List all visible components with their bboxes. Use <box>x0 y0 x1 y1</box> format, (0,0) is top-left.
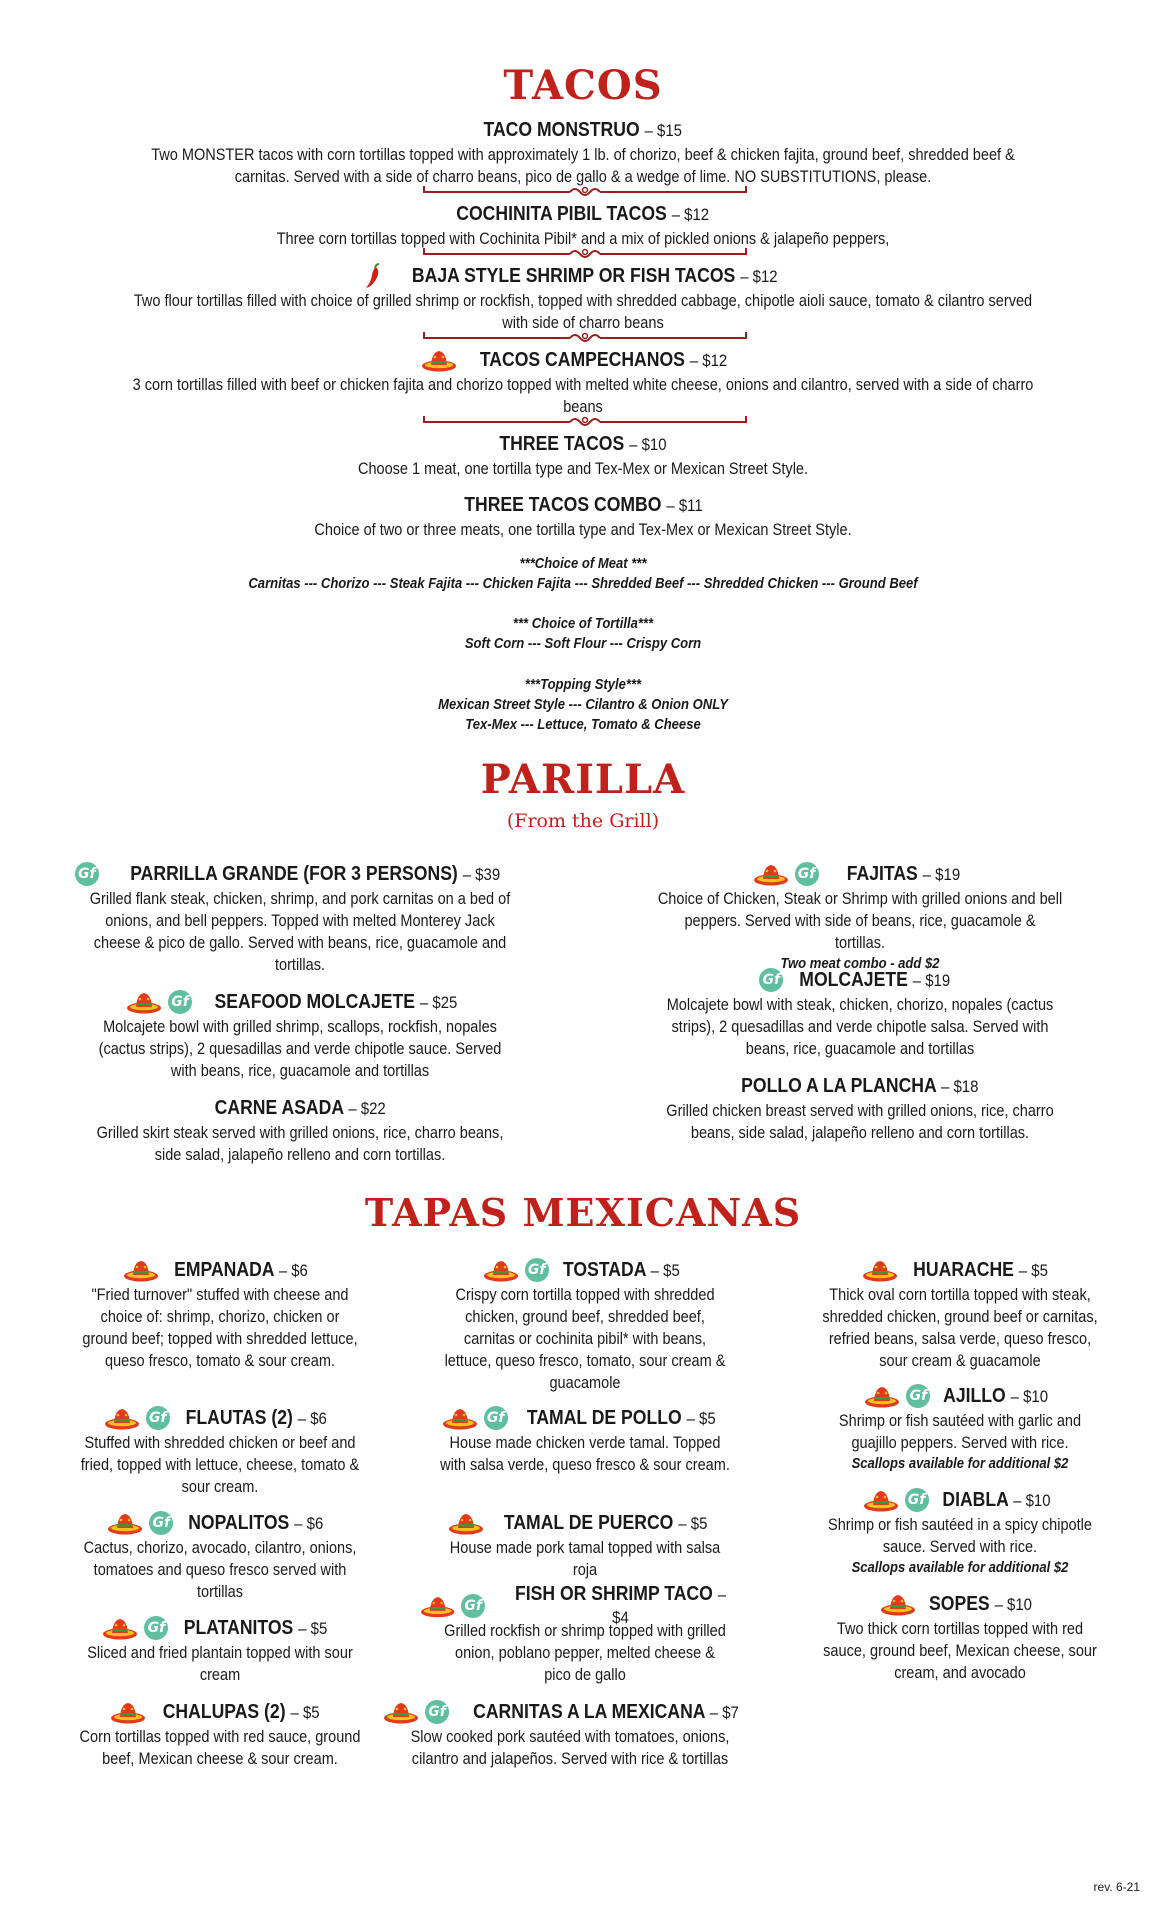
sombrero-icon <box>123 1257 159 1283</box>
item-name: POLLO A LA PLANCHA <box>741 1074 937 1097</box>
sombrero-icon <box>110 1699 146 1725</box>
choice-options: Soft Corn --- Soft Flour --- Crispy Corn <box>464 636 702 652</box>
item-name: FLAUTAS (2) <box>185 1406 293 1429</box>
sombrero-icon <box>862 1257 898 1283</box>
item-name: CARNE ASADA <box>214 1096 344 1119</box>
gluten-free-icon: Gf <box>484 1406 508 1430</box>
item-name: SEAFOOD MOLCAJETE <box>214 990 416 1013</box>
item-price: – $19 <box>922 864 960 884</box>
item-name: PARRILLA GRANDE (FOR 3 PERSONS) <box>130 862 458 885</box>
item-description: Shrimp or fish sautéed with garlic and guajillo peppers. Served with rice. <box>838 1412 1082 1452</box>
menu-item <box>630 860 1090 974</box>
gluten-free-icon: Gf <box>149 1511 173 1535</box>
sombrero-icon <box>104 1405 140 1431</box>
item-name: SOPES <box>929 1592 991 1615</box>
menu-item <box>630 966 1090 1060</box>
item-price: – $10 <box>629 434 667 454</box>
item-price: – $25 <box>419 992 458 1012</box>
item-price: – $6 <box>278 1260 308 1280</box>
sombrero-icon <box>448 1510 484 1536</box>
chili-pepper-icon <box>363 263 383 289</box>
gluten-free-icon: Gf <box>525 1258 549 1282</box>
item-description: Slow cooked pork sautéed with tomatoes, onions, cilantro and jalapeños. Served with rice & tortillas <box>410 1728 730 1768</box>
item-name: CARNITAS A LA MEXICANA <box>473 1700 705 1723</box>
gluten-free-icon: Gf <box>461 1594 485 1618</box>
menu-item <box>420 1404 750 1476</box>
menu-item <box>60 860 540 976</box>
choice-block <box>60 554 1106 594</box>
item-price: – $15 <box>644 120 683 140</box>
choice-options: Mexican Street Style --- Cilantro & Onion ONLY <box>438 697 728 713</box>
sombrero-icon <box>863 1487 899 1513</box>
item-description: House made chicken verde tamal. Topped with salsa verde, queso fresco & sour cream. <box>440 1434 730 1474</box>
tacos-title: TACOS <box>503 62 663 109</box>
item-name: CHALUPAS (2) <box>162 1700 286 1723</box>
item-price: – $12 <box>690 350 728 370</box>
menu-item <box>60 1404 380 1498</box>
menu-item <box>60 1509 380 1603</box>
revision-label: rev. 6-21 <box>1093 1880 1140 1894</box>
item-price: – $5 <box>686 1408 716 1428</box>
item-price: – $7 <box>709 1702 739 1722</box>
sombrero-icon <box>420 1593 455 1619</box>
item-description: "Fried turnover" stuffed with cheese and choice of: shrimp, chorizo, chicken or ground beef; topped with shredded lettuce, queso fresco, tomato & sour cream. <box>82 1286 358 1370</box>
menu-item <box>60 200 1106 250</box>
item-name: TACO MONSTRUO <box>483 118 640 141</box>
item-price: – $12 <box>672 204 710 224</box>
item-name: HUARACHE <box>913 1258 1015 1281</box>
menu-item <box>60 346 1106 418</box>
menu-item <box>360 1698 780 1770</box>
item-price: – $10 <box>1012 1490 1051 1510</box>
sombrero-icon <box>442 1405 478 1431</box>
sombrero-icon <box>102 1615 138 1641</box>
item-name: TACOS CAMPECHANOS <box>480 348 686 371</box>
item-description: Choice of two or three meats, one tortilla type and Tex-Mex or Mexican Street Style. <box>314 521 852 539</box>
item-price: – $11 <box>665 495 703 515</box>
gluten-free-icon: Gf <box>425 1700 449 1724</box>
item-description: Shrimp or fish sautéed in a spicy chipotle sauce. Served with rice. <box>828 1516 1092 1556</box>
item-name: TAMAL DE POLLO <box>526 1406 682 1429</box>
item-name: PLATANITOS <box>184 1616 294 1639</box>
item-description: Grilled chicken breast served with grilled onions, rice, charro beans, side salad, jalapeño relleno and corn tortillas. <box>666 1102 1054 1142</box>
parilla-subtitle: (From the Grill) <box>506 810 660 832</box>
menu-item <box>795 1486 1125 1578</box>
item-description: Molcajete bowl with grilled shrimp, scallops, rockfish, nopales (cactus strips), 2 quesadillas and verde chipotle sauce. Served with beans, rice, guacamole and tortillas <box>98 1018 502 1080</box>
sombrero-icon <box>421 347 457 373</box>
menu-item <box>60 1094 540 1166</box>
item-description: Corn tortillas topped with red sauce, ground beef, Mexican cheese & sour cream. <box>79 1728 361 1768</box>
item-price: – $5 <box>650 1260 680 1280</box>
gluten-free-icon: Gf <box>146 1406 170 1430</box>
menu-item <box>60 430 1106 480</box>
choice-options: Carnitas --- Chorizo --- Steak Fajita --- Chicken Fajita --- Shredded Beef --- Shredded Chicken --- Ground Beef <box>248 576 918 592</box>
item-name: FAJITAS <box>846 862 918 885</box>
item-price: – $10 <box>1011 1386 1049 1406</box>
item-name: BAJA STYLE SHRIMP OR FISH TACOS <box>412 264 736 287</box>
choice-heading: *** Choice of Tortilla*** <box>512 616 654 632</box>
menu-item <box>60 1256 380 1372</box>
item-note: Two meat combo - add $2 <box>780 956 940 972</box>
sombrero-icon <box>753 861 789 887</box>
gluten-free-icon: Gf <box>168 990 192 1014</box>
item-description: Molcajete bowl with steak, chicken, chorizo, nopales (cactus strips), 2 quesadillas and verde chipotle salsa. Served with beans, rice, guacamole and tortillas <box>666 996 1054 1058</box>
item-price: – $6 <box>294 1513 324 1533</box>
item-price: – $6 <box>297 1408 327 1428</box>
gluten-free-icon: Gf <box>795 862 819 886</box>
menu-item <box>60 116 1106 188</box>
item-name: AJILLO <box>943 1384 1007 1407</box>
gluten-free-icon: Gf <box>906 1384 930 1408</box>
tapas-title: TAPAS MEXICANAS <box>364 1190 802 1235</box>
gluten-free-icon: Gf <box>75 862 99 886</box>
menu-item <box>795 1382 1125 1474</box>
item-description: Two flour tortillas filled with choice of grilled shrimp or rockfish, topped with shredded cabbage, chipotle aioli sauce, tomato & cilantro served with side of charro beans <box>133 292 1033 332</box>
item-price: – $10 <box>995 1594 1033 1614</box>
item-price: – $5 <box>298 1618 328 1638</box>
menu-item <box>60 1698 380 1770</box>
choice-heading: ***Topping Style*** <box>524 677 642 693</box>
item-description: Two MONSTER tacos with corn tortillas topped with approximately 1 lb. of chorizo, beef & chicken fajita, ground beef, shredded beef & carnitas. Served with a side of charro beans, pico de gallo & a wedge of lime. NO SUBSTITUTIONS, please. <box>151 146 1015 186</box>
item-name: DIABLA <box>941 1488 1008 1511</box>
choice-heading: ***Choice of Meat *** <box>519 556 647 572</box>
gluten-free-icon: Gf <box>144 1616 168 1640</box>
item-description: Grilled rockfish or shrimp topped with grilled onion, poblano pepper, melted cheese & pico de gallo <box>444 1622 726 1684</box>
item-price: – $19 <box>912 970 951 990</box>
choice-block <box>60 675 1106 735</box>
choice-block <box>60 614 1106 654</box>
gluten-free-icon: Gf <box>905 1488 929 1512</box>
menu-item <box>60 1614 380 1686</box>
item-name: COCHINITA PIBIL TACOS <box>456 202 668 225</box>
item-description: 3 corn tortillas filled with beef or chicken fajita and chorizo topped with melted white cheese, onions and cilantro, served with a side of charro beans <box>132 376 1034 416</box>
menu-item <box>60 491 1106 541</box>
sombrero-icon <box>880 1591 916 1617</box>
sombrero-icon <box>383 1699 419 1725</box>
item-note: Scallops available for additional $2 <box>851 1456 1069 1472</box>
item-name: THREE TACOS COMBO <box>463 493 661 516</box>
item-price: – $5 <box>290 1702 320 1722</box>
parilla-title: PARILLA <box>480 756 686 803</box>
item-name: FISH OR SHRIMP TACO <box>514 1583 713 1605</box>
item-price: – $22 <box>348 1098 386 1118</box>
item-name: THREE TACOS <box>499 432 625 455</box>
sombrero-icon <box>107 1510 143 1536</box>
item-description: Crispy corn tortilla topped with shredded chicken, ground beef, shredded beef, carnitas or cochinita pibil* with beans, lettuce, queso fresco, tomato, sour cream & guacamole <box>444 1286 726 1392</box>
item-description: Choice of Chicken, Steak or Shrimp with grilled onions and bell peppers. Served with side of beans, rice, guacamole & tortillas. <box>657 890 1063 952</box>
item-name: MOLCAJETE <box>799 968 909 991</box>
item-description: Stuffed with shredded chicken or beef and fried, topped with lettuce, cheese, tomato & sour cream. <box>80 1434 360 1496</box>
item-price: – $39 <box>462 864 500 884</box>
item-description: Sliced and fried plantain topped with sour cream <box>87 1644 353 1684</box>
item-name: TAMAL DE PUERCO <box>504 1511 674 1534</box>
menu-item <box>795 1590 1125 1684</box>
item-note: Scallops available for additional $2 <box>851 1560 1069 1576</box>
item-price: – $12 <box>740 266 778 286</box>
item-price: – $5 <box>1019 1260 1049 1280</box>
item-name: TOSTADA <box>562 1258 646 1281</box>
menu-item <box>795 1256 1125 1372</box>
item-description: Thick oval corn tortilla topped with steak, shredded chicken, ground beef or carnitas, refried beans, salsa verde, queso fresco, sour cream & guacamole <box>822 1286 1098 1370</box>
sombrero-icon <box>483 1257 519 1283</box>
choice-options: Tex-Mex --- Lettuce, Tomato & Cheese <box>465 717 701 733</box>
item-description: Two thick corn tortillas topped with red sauce, ground beef, Mexican cheese, sour cream, and avocado <box>823 1620 1097 1682</box>
menu-item <box>60 262 1106 334</box>
item-description: Choose 1 meat, one tortilla type and Tex-Mex or Mexican Street Style. <box>357 460 809 478</box>
item-price: – $18 <box>941 1076 979 1096</box>
sombrero-icon <box>126 989 162 1015</box>
item-description: House made pork tamal topped with salsa roja <box>449 1539 721 1579</box>
menu-item <box>420 1583 750 1686</box>
menu-item <box>60 988 540 1082</box>
item-description: Three corn tortillas topped with Cochinita Pibil* and a mix of pickled onions & jalapeño peppers, <box>276 230 890 248</box>
menu-item <box>420 1509 750 1581</box>
menu-item <box>420 1256 750 1394</box>
item-price: – $5 <box>678 1513 708 1533</box>
item-name: EMPANADA <box>174 1258 274 1281</box>
item-description: Cactus, chorizo, avocado, cilantro, onions, tomatoes and queso fresco served with tortillas <box>83 1539 357 1601</box>
item-price: – $4 <box>612 1585 727 1627</box>
sombrero-icon <box>864 1383 900 1409</box>
item-description: Grilled skirt steak served with grilled onions, rice, charro beans, side salad, jalapeño relleno and corn tortillas. <box>96 1124 504 1164</box>
item-description: Grilled flank steak, chicken, shrimp, and pork carnitas on a bed of onions, and bell peppers. Topped with melted Monterey Jack cheese & pico de gallo. Served with beans, rice, guacamole and tortillas. <box>89 890 511 974</box>
item-name: NOPALITOS <box>188 1511 290 1534</box>
gluten-free-icon: Gf <box>759 968 783 992</box>
menu-item <box>630 1072 1090 1144</box>
